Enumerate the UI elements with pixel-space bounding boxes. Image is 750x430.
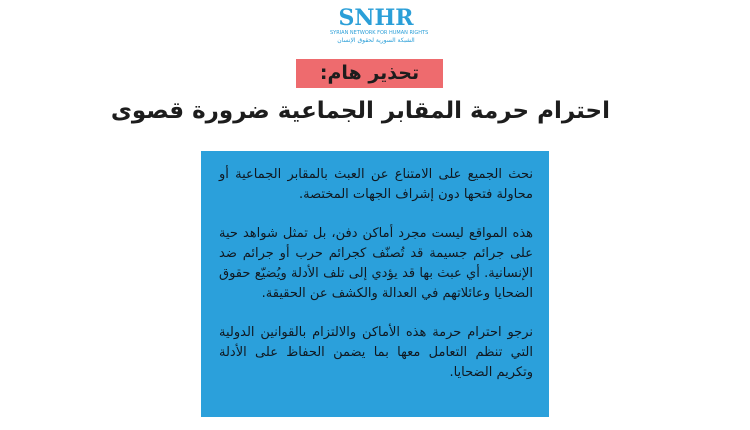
logo-mark: SNHR bbox=[338, 5, 414, 31]
paragraph-1: نحث الجميع على الامتناع عن العبث بالمقابر الجماعية أو محاولة فتحها دون إشراف الجهات المختصة. bbox=[219, 167, 533, 202]
snhr-logo bbox=[330, 5, 429, 52]
logo-arabic-name: الشبكة السورية لحقوق الإنسان bbox=[337, 37, 415, 44]
paragraph-3: نرجو احترام حرمة هذه الأماكن والالتزام بالقوانين الدولية التي تنظم التعامل معها بما يضمن الحفاظ على الأدلة وتكريم الضحايا. bbox=[219, 325, 533, 380]
headline: احترام حرمة المقابر الجماعية ضرورة قصوى bbox=[110, 98, 610, 124]
warning-label: تحذير هام: bbox=[296, 59, 443, 88]
paragraph-2: هذه المواقع ليست مجرد أماكن دفن، بل تمثل شواهد حية على جرائم جسيمة قد تُصنّف كجرائم حرب أو جرائم ضد الإنسانية. أي عبث بها قد يؤدي إلى تلف الأدلة ويُضيّع حقوق الضحايا وعائلاتهم في العدالة والكشف عن الحقيقة. bbox=[219, 226, 533, 301]
message-panel bbox=[201, 151, 549, 417]
message-body bbox=[219, 165, 533, 402]
logo-english-name: SYRIAN NETWORK FOR HUMAN RIGHTS bbox=[330, 30, 429, 36]
